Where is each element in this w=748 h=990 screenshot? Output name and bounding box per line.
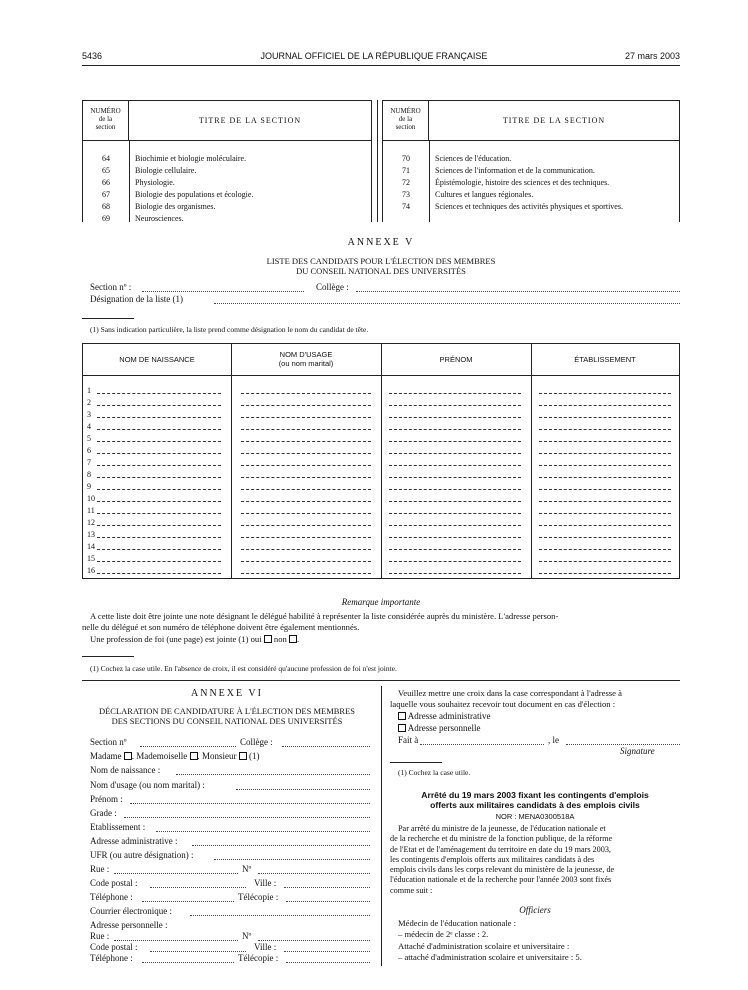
footnote-rule — [82, 318, 134, 319]
entry-field[interactable] — [539, 573, 671, 574]
section-rule — [82, 680, 680, 681]
col-prenom: PRÉNOM — [439, 355, 473, 364]
a6-rue-label: Rue : — [90, 864, 110, 874]
annexe6-subtitle: DÉCLARATION DE CANDIDATURE À L'ÉLECTION DES MEMBRES DES SECTIONS DU CONSEIL NATIONAL DES UNIVERSITÉS — [98, 706, 356, 726]
column-divider — [377, 100, 378, 222]
column-divider — [381, 686, 382, 966]
a6-adresse-admin-label: Adresse administrative : — [90, 836, 178, 846]
entry-field[interactable] — [389, 525, 521, 526]
table-row — [83, 457, 679, 469]
entry-field[interactable] — [97, 537, 221, 538]
a6-adresse-admin-field[interactable] — [192, 845, 370, 846]
a6-etablissement-label: Etablissement : — [90, 822, 146, 832]
arrete-title: Arrêté du 19 mars 2003 fixant les contingents d'emplois offerts aux militaires candidats à des emplois civils — [421, 790, 649, 810]
col-etablissement: ÉTABLISSEMENT — [574, 355, 636, 364]
annexe6-title: ANNEXE VI — [191, 688, 263, 699]
entry-field[interactable] — [389, 393, 521, 394]
remark-line3: Une profession de foi (une page) est jointe (1) oui non . — [90, 634, 300, 644]
fait-a-label: Fait à — [398, 735, 419, 745]
section-row: 68 Biologie des organismes. — [102, 202, 216, 211]
monsieur-checkbox[interactable] — [239, 752, 247, 760]
table-row — [83, 385, 679, 397]
arrete-lines: Médecin de l'éducation nationale : – médecin de 2ᵉ classe : 2. Attaché d'administration scolaire et universitaire : – attaché d'administration scolaire et universitaire : 5. — [398, 918, 582, 962]
entry-field[interactable] — [539, 561, 671, 562]
entry-field[interactable] — [241, 525, 371, 526]
entry-field[interactable] — [97, 501, 221, 502]
section-row: 71 Sciences de l'information et de la communication. — [402, 166, 595, 175]
title-header: TITRE DE LA SECTION — [198, 116, 302, 125]
a6-nom-naissance-field[interactable] — [176, 774, 370, 775]
row-number: 5 — [87, 434, 91, 443]
a6-fax-label: Télécopie : — [238, 892, 279, 902]
a6-nom-naissance-label: Nom de naissance : — [90, 765, 161, 775]
entry-field[interactable] — [539, 453, 671, 454]
a6-ufr-field[interactable] — [214, 859, 370, 860]
row-number: 2 — [87, 398, 91, 407]
entry-field[interactable] — [241, 573, 371, 574]
a6-tel-field[interactable] — [142, 901, 234, 902]
entry-field[interactable] — [97, 561, 221, 562]
row-number: 16 — [87, 566, 95, 575]
entry-field[interactable] — [241, 537, 371, 538]
sections-table-right — [382, 100, 680, 222]
section-row: 64 Biochimie et biologie moléculaire. — [102, 154, 247, 163]
entry-field[interactable] — [539, 465, 671, 466]
a6-fax2-field[interactable] — [286, 962, 370, 963]
a6-cp2-field[interactable] — [150, 951, 246, 952]
row-number: 6 — [87, 446, 91, 455]
non-checkbox[interactable] — [289, 635, 297, 643]
candidates-table — [82, 343, 680, 579]
annexe5-section-field[interactable] — [142, 291, 304, 292]
section-row: 74 Sciences et techniques des activités physiques et sportives. — [402, 202, 623, 211]
entry-field[interactable] — [97, 417, 221, 418]
a6-grade-field[interactable] — [124, 817, 370, 818]
table-row — [83, 505, 679, 517]
a6-section-field[interactable] — [140, 746, 236, 747]
table-row — [83, 445, 679, 457]
a6-fax2-label: Télécopie : — [238, 953, 279, 963]
a6-grade-label: Grade : — [90, 808, 117, 818]
journal-title: JOURNAL OFFICIEL DE LA RÉPUBLIQUE FRANÇAISE — [260, 51, 488, 61]
table-row — [83, 397, 679, 409]
a6-rue-field[interactable] — [114, 873, 238, 874]
section-row: 67 Biologie des populations et écologie. — [102, 190, 254, 199]
a6-civility: Madame . Mademoiselle . Monsieur (1) — [90, 751, 260, 761]
entry-field[interactable] — [241, 417, 371, 418]
annexe5-college-label: Collège : — [316, 282, 349, 292]
row-number: 8 — [87, 470, 91, 479]
a6-ville2-label: Ville : — [254, 942, 277, 952]
col-nom-usage: NOM D'USAGE (ou nom marital) — [278, 350, 334, 368]
entry-field[interactable] — [241, 513, 371, 514]
entry-field[interactable] — [539, 489, 671, 490]
section-row: 70 Sciences de l'éducation. — [402, 154, 512, 163]
table-row — [83, 409, 679, 421]
table-row — [83, 469, 679, 481]
header-rule — [82, 65, 680, 66]
entry-field[interactable] — [97, 441, 221, 442]
row-number: 11 — [87, 506, 95, 515]
arrete-body: Par arrêté du ministre de la jeunesse, de l'éducation nationale et de la recherche et du ministre de la fonction publique, de la réforme de l'Etat et de l'aménagement du territoire en date du 19 mars 2003, les contingents d'emplois offerts aux militaires candidats à des emplois civils dans les corps relevant du ministère de la jeunesse, de l'éducation nationale et de la recherche pour l'année 2003 sont fixés comme suit : — [390, 824, 615, 895]
annexe5-subtitle: LISTE DES CANDIDATS POUR L'ÉLECTION DES MEMBRES DU CONSEIL NATIONAL DES UNIVERSITÉS — [266, 256, 496, 276]
opt-admin: Adresse administrative — [398, 711, 491, 722]
annexe6-footnote: (1) Cochez la case utile. — [398, 768, 471, 777]
entry-field[interactable] — [389, 453, 521, 454]
footnote-rule — [82, 656, 134, 657]
section-row: 65 Biologie cellulaire. — [102, 166, 197, 175]
num-header: NUMÉRO de la section — [83, 101, 129, 141]
row-number: 14 — [87, 542, 95, 551]
table-row — [83, 493, 679, 505]
row-number: 10 — [87, 494, 95, 503]
entry-field[interactable] — [389, 549, 521, 550]
entry-field[interactable] — [539, 477, 671, 478]
entry-field[interactable] — [539, 525, 671, 526]
entry-field[interactable] — [97, 453, 221, 454]
table-row — [83, 481, 679, 493]
entry-field[interactable] — [389, 441, 521, 442]
a6-cp-field[interactable] — [150, 887, 246, 888]
section-row: 66 Physiologie. — [102, 178, 175, 187]
entry-field[interactable] — [389, 417, 521, 418]
entry-field[interactable] — [241, 441, 371, 442]
a6-cp2-label: Code postal : — [90, 942, 138, 952]
a6-courrier-label: Courrier électronique : — [90, 906, 172, 916]
entry-field[interactable] — [389, 513, 521, 514]
remark-line2: nelle du délégué et son numéro de téléphone doivent être également mentionnés. — [82, 622, 360, 632]
adresse-admin-checkbox[interactable] — [398, 712, 406, 720]
entry-field[interactable] — [389, 405, 521, 406]
a6-no2-field[interactable] — [258, 940, 370, 941]
entry-field[interactable] — [539, 537, 671, 538]
annexe5-designation-field[interactable] — [214, 303, 680, 304]
opt-perso: Adresse personnelle — [398, 723, 481, 734]
annexe5-footnote: (1) Sans indication particulière, la liste prend comme désignation le nom du candidat de tête. — [90, 325, 369, 334]
annexe5-college-field[interactable] — [356, 291, 680, 292]
entry-field[interactable] — [97, 513, 221, 514]
a6-ville-field[interactable] — [284, 887, 370, 888]
table-row — [83, 529, 679, 541]
entry-field[interactable] — [241, 429, 371, 430]
col-nom-naissance: NOM DE NAISSANCE — [119, 355, 195, 364]
a6-college-field[interactable] — [282, 746, 370, 747]
annexe5-title: ANNEXE V — [347, 237, 415, 248]
sections-table-left — [82, 100, 372, 222]
arrete-nor: NOR : MENA0300518A — [495, 812, 575, 821]
a6-prenom-label: Prénom : — [90, 794, 123, 804]
row-number: 9 — [87, 482, 91, 491]
entry-field[interactable] — [241, 561, 371, 562]
table-row — [83, 553, 679, 565]
a6-ufr-label: UFR (ou autre désignation) : — [90, 850, 194, 860]
a6-no-label: Nº — [242, 864, 252, 874]
entry-field[interactable] — [539, 513, 671, 514]
entry-field[interactable] — [241, 489, 371, 490]
entry-field[interactable] — [97, 465, 221, 466]
row-number: 15 — [87, 554, 95, 563]
entry-field[interactable] — [389, 537, 521, 538]
table-row — [83, 421, 679, 433]
right-line1: Veuillez mettre une croix dans la case correspondant à l'adresse à — [398, 688, 622, 698]
entry-field[interactable] — [97, 573, 221, 574]
a6-adresse-perso-label: Adresse personnelle : — [90, 920, 168, 930]
annexe5-section-label: Section nº : — [90, 282, 132, 292]
entry-field[interactable] — [97, 489, 221, 490]
entry-field[interactable] — [241, 453, 371, 454]
page-number: 5436 — [82, 51, 103, 61]
a6-tel2-field[interactable] — [142, 962, 234, 963]
entry-field[interactable] — [539, 393, 671, 394]
entry-field[interactable] — [389, 501, 521, 502]
entry-field[interactable] — [389, 429, 521, 430]
oui-checkbox[interactable] — [264, 635, 272, 643]
remark-line1: A cette liste doit être jointe une note désignant le délégué habilité à représenter la liste considérée auprès du ministère. L'adresse person- — [90, 611, 559, 621]
row-number: 3 — [87, 410, 91, 419]
entry-field[interactable] — [97, 393, 221, 394]
signature-label: Signature — [620, 746, 655, 756]
entry-field[interactable] — [539, 405, 671, 406]
a6-prenom-field[interactable] — [130, 803, 370, 804]
a6-college-label: Collège : — [240, 737, 273, 747]
le-label: , le — [548, 735, 559, 745]
mademoiselle-checkbox[interactable] — [190, 752, 198, 760]
row-number: 4 — [87, 422, 91, 431]
entry-field[interactable] — [97, 477, 221, 478]
entry-field[interactable] — [389, 573, 521, 574]
entry-field[interactable] — [389, 465, 521, 466]
page-date: 27 mars 2003 — [624, 51, 680, 61]
annexe5-footnote2: (1) Cochez la case utile. En l'absence de croix, il est considéré qu'aucune profession de foi n'est jointe. — [90, 664, 397, 673]
row-number: 12 — [87, 518, 95, 527]
entry-field[interactable] — [539, 501, 671, 502]
entry-field[interactable] — [97, 525, 221, 526]
row-number: 13 — [87, 530, 95, 539]
remark-title: Remarque importante — [341, 597, 421, 607]
table-row — [83, 517, 679, 529]
a6-no-field[interactable] — [258, 873, 370, 874]
a6-rue2-field[interactable] — [114, 940, 238, 941]
row-number: 7 — [87, 458, 91, 467]
a6-courrier-field[interactable] — [190, 915, 370, 916]
entry-field[interactable] — [539, 549, 671, 550]
annexe5-designation-label: Désignation de la liste (1) — [90, 294, 183, 304]
a6-ville2-field[interactable] — [284, 951, 370, 952]
entry-field[interactable] — [389, 477, 521, 478]
officiers-heading: Officiers — [519, 905, 551, 915]
section-row: 69 Neurosciences. — [102, 214, 184, 223]
a6-nom-usage-label: Nom d'usage (ou nom marital) : — [90, 780, 205, 790]
entry-field[interactable] — [241, 393, 371, 394]
a6-fax-field[interactable] — [286, 901, 370, 902]
entry-field[interactable] — [241, 477, 371, 478]
a6-section-label: Section nº — [90, 737, 127, 747]
a6-nom-usage-field[interactable] — [236, 789, 370, 790]
entry-field[interactable] — [97, 405, 221, 406]
a6-ville-label: Ville : — [254, 878, 277, 888]
madame-checkbox[interactable] — [124, 752, 132, 760]
entry-field[interactable] — [389, 489, 521, 490]
num-header: NUMÉRO de la section — [383, 101, 429, 141]
a6-cp-label: Code postal : — [90, 878, 138, 888]
a6-etablissement-field[interactable] — [156, 831, 370, 832]
entry-field[interactable] — [241, 549, 371, 550]
footnote-rule — [390, 762, 442, 763]
entry-field[interactable] — [97, 549, 221, 550]
a6-tel-label: Téléphone : — [90, 892, 133, 902]
entry-field[interactable] — [241, 501, 371, 502]
entry-field[interactable] — [97, 429, 221, 430]
entry-field[interactable] — [539, 441, 671, 442]
entry-field[interactable] — [539, 417, 671, 418]
title-header: TITRE DE LA SECTION — [502, 116, 606, 125]
le-field[interactable] — [566, 744, 680, 745]
entry-field[interactable] — [241, 405, 371, 406]
a6-rue2-label: Rue : — [90, 931, 110, 941]
a6-tel2-label: Téléphone : — [90, 953, 133, 963]
table-row — [83, 433, 679, 445]
section-row: 72 Épistémologie, histoire des sciences et des techniques. — [402, 178, 610, 187]
table-row — [83, 565, 679, 577]
row-number: 1 — [87, 386, 91, 395]
right-line2: laquelle vous souhaitez recevoir tout document en cas d'élection : — [390, 699, 616, 709]
table-row — [83, 541, 679, 553]
a6-no2-label: Nº — [242, 931, 252, 941]
entry-field[interactable] — [539, 429, 671, 430]
fait-a-field[interactable] — [420, 744, 544, 745]
entry-field[interactable] — [389, 561, 521, 562]
section-row: 73 Cultures et langues régionales. — [402, 190, 534, 199]
adresse-perso-checkbox[interactable] — [398, 724, 406, 732]
entry-field[interactable] — [241, 465, 371, 466]
